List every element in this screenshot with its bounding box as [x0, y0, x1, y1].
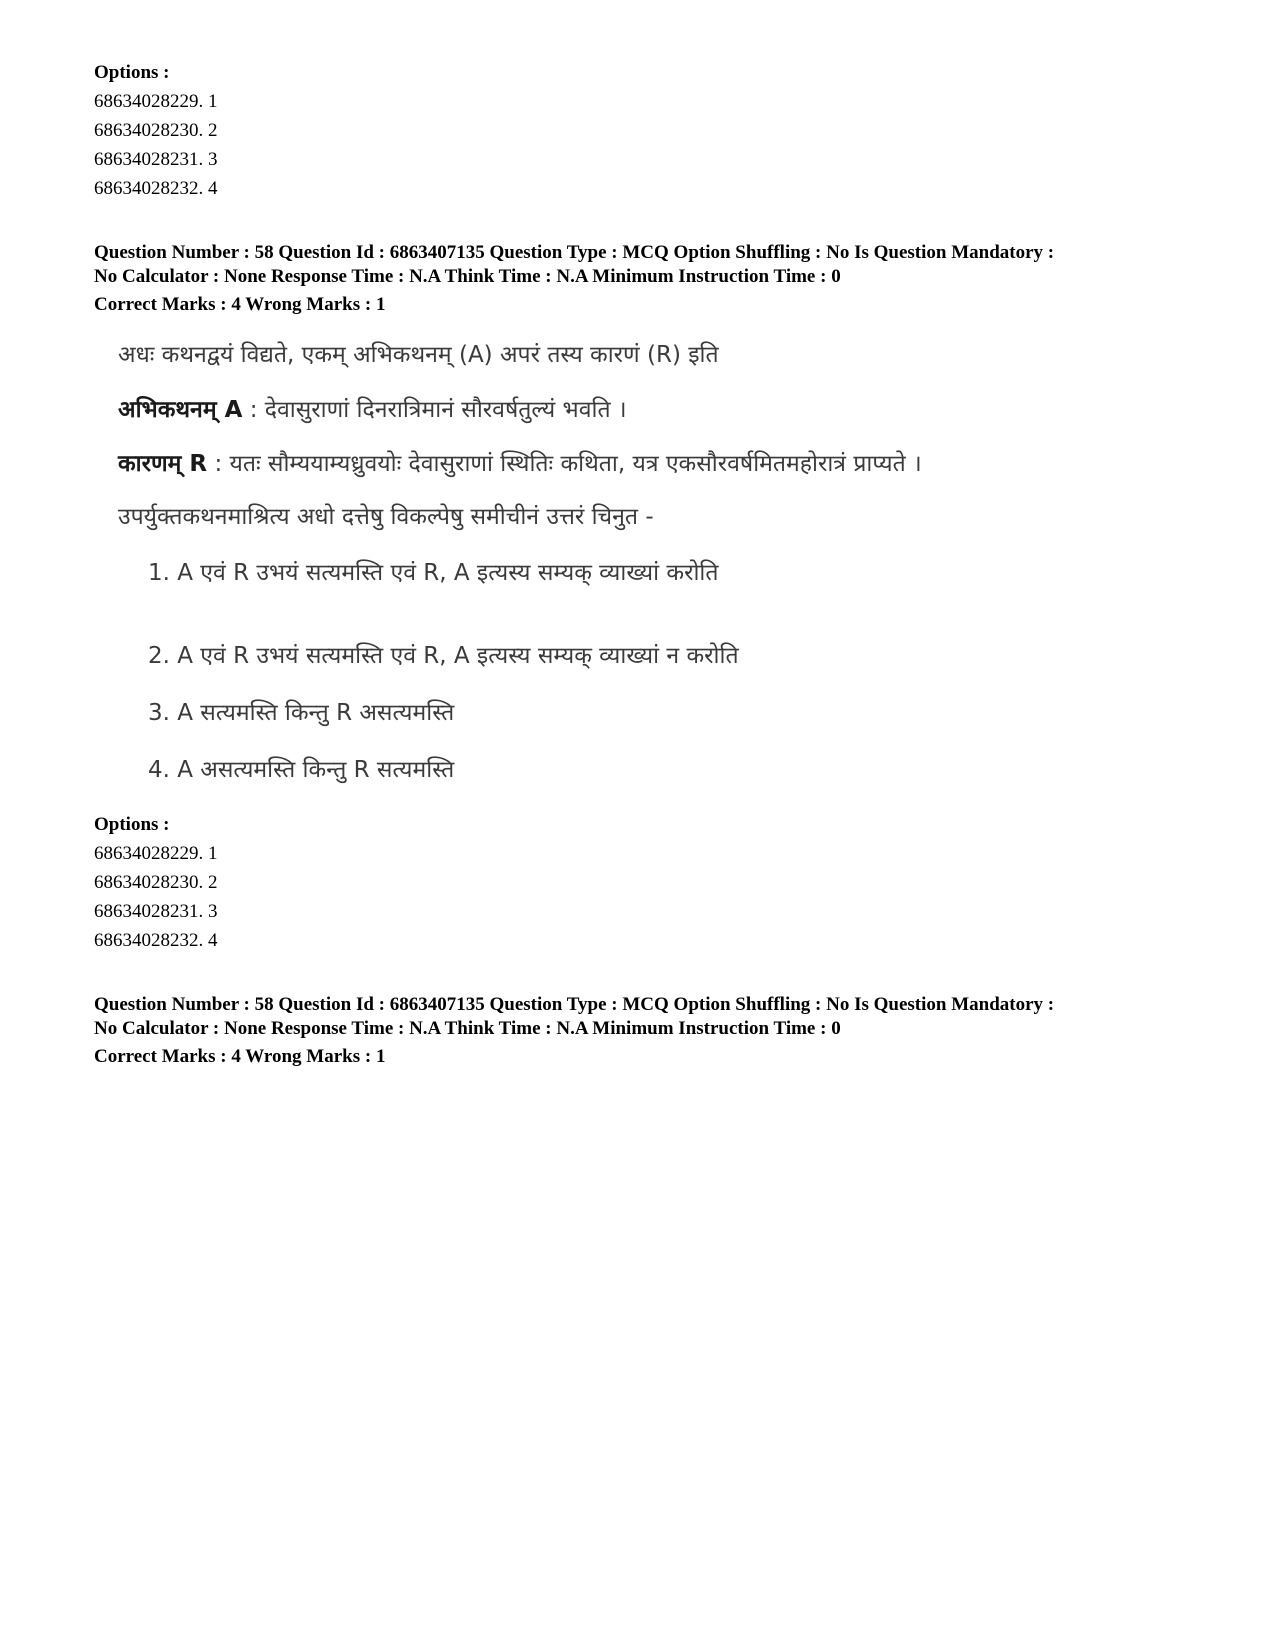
question-intro: अधः कथनद्वयं विद्यते, एकम् अभिकथनम् (A) अपरं तस्य कारणं (R) इति — [118, 342, 719, 368]
options-block-top — [94, 58, 1194, 203]
assertion-label: अभिकथनम् A — [118, 397, 243, 423]
question-marks: Correct Marks : 4 Wrong Marks : 1 — [94, 294, 386, 315]
choice-item: 2. A एवं R उभयं सत्यमस्ति एवं R, A इत्यस्य सम्यक् व्याख्यां न करोति — [148, 643, 739, 669]
reason-line — [118, 449, 922, 479]
question-meta-line-2: No Calculator : None Response Time : N.A Think Time : N.A Minimum Instruction Time : 0 — [94, 266, 841, 287]
reason-label: कारणम् R — [118, 451, 208, 477]
options-heading: Options : — [94, 814, 170, 835]
question-marks: Correct Marks : 4 Wrong Marks : 1 — [94, 1046, 386, 1067]
question-meta-line-1: Question Number : 58 Question Id : 6863407135 Question Type : MCQ Option Shuffling : No Is Question Mandatory : — [94, 994, 1055, 1015]
reason-text: : यतः सौम्ययाम्यध्रुवयोः देवासुराणां स्थितिः कथिता, यत्र एकसौरवर्षमितमहोरात्रं प्राप्यते । — [207, 451, 922, 477]
choice-item: 1. A एवं R उभयं सत्यमस्ति एवं R, A इत्यस्य सम्यक् व्याख्यां करोति — [148, 560, 719, 586]
option-item: 68634028230. 2 — [94, 872, 218, 893]
assertion-text: : देवासुराणां दिनरात्रिमानं सौरवर्षतुल्यं भवति । — [242, 397, 627, 423]
option-item: 68634028232. 4 — [94, 930, 218, 951]
choice-item: 4. A असत्यमस्ति किन्तु R सत्यमस्ति — [148, 757, 455, 783]
question-instruction: उपर्युक्तकथनमाश्रित्य अधो दत्तेषु विकल्पेषु समीचीनं उत्तरं चिनुत - — [118, 504, 654, 530]
option-item: 68634028230. 2 — [94, 120, 218, 141]
option-item: 68634028231. 3 — [94, 149, 218, 170]
option-item: 68634028231. 3 — [94, 901, 218, 922]
question-header — [94, 241, 1194, 317]
options-block-bottom — [94, 810, 1194, 955]
question-content — [118, 336, 1168, 806]
options-heading: Options : — [94, 62, 170, 83]
option-item: 68634028229. 1 — [94, 91, 218, 112]
question-meta-line-2: No Calculator : None Response Time : N.A Think Time : N.A Minimum Instruction Time : 0 — [94, 1018, 841, 1039]
choice-item: 3. A सत्यमस्ति किन्तु R असत्यमस्ति — [148, 700, 455, 726]
question-meta-line-1: Question Number : 58 Question Id : 6863407135 Question Type : MCQ Option Shuffling : No Is Question Mandatory : — [94, 242, 1055, 263]
option-item: 68634028232. 4 — [94, 178, 218, 199]
assertion-line — [118, 395, 627, 425]
question-header-repeat — [94, 993, 1194, 1069]
option-item: 68634028229. 1 — [94, 843, 218, 864]
